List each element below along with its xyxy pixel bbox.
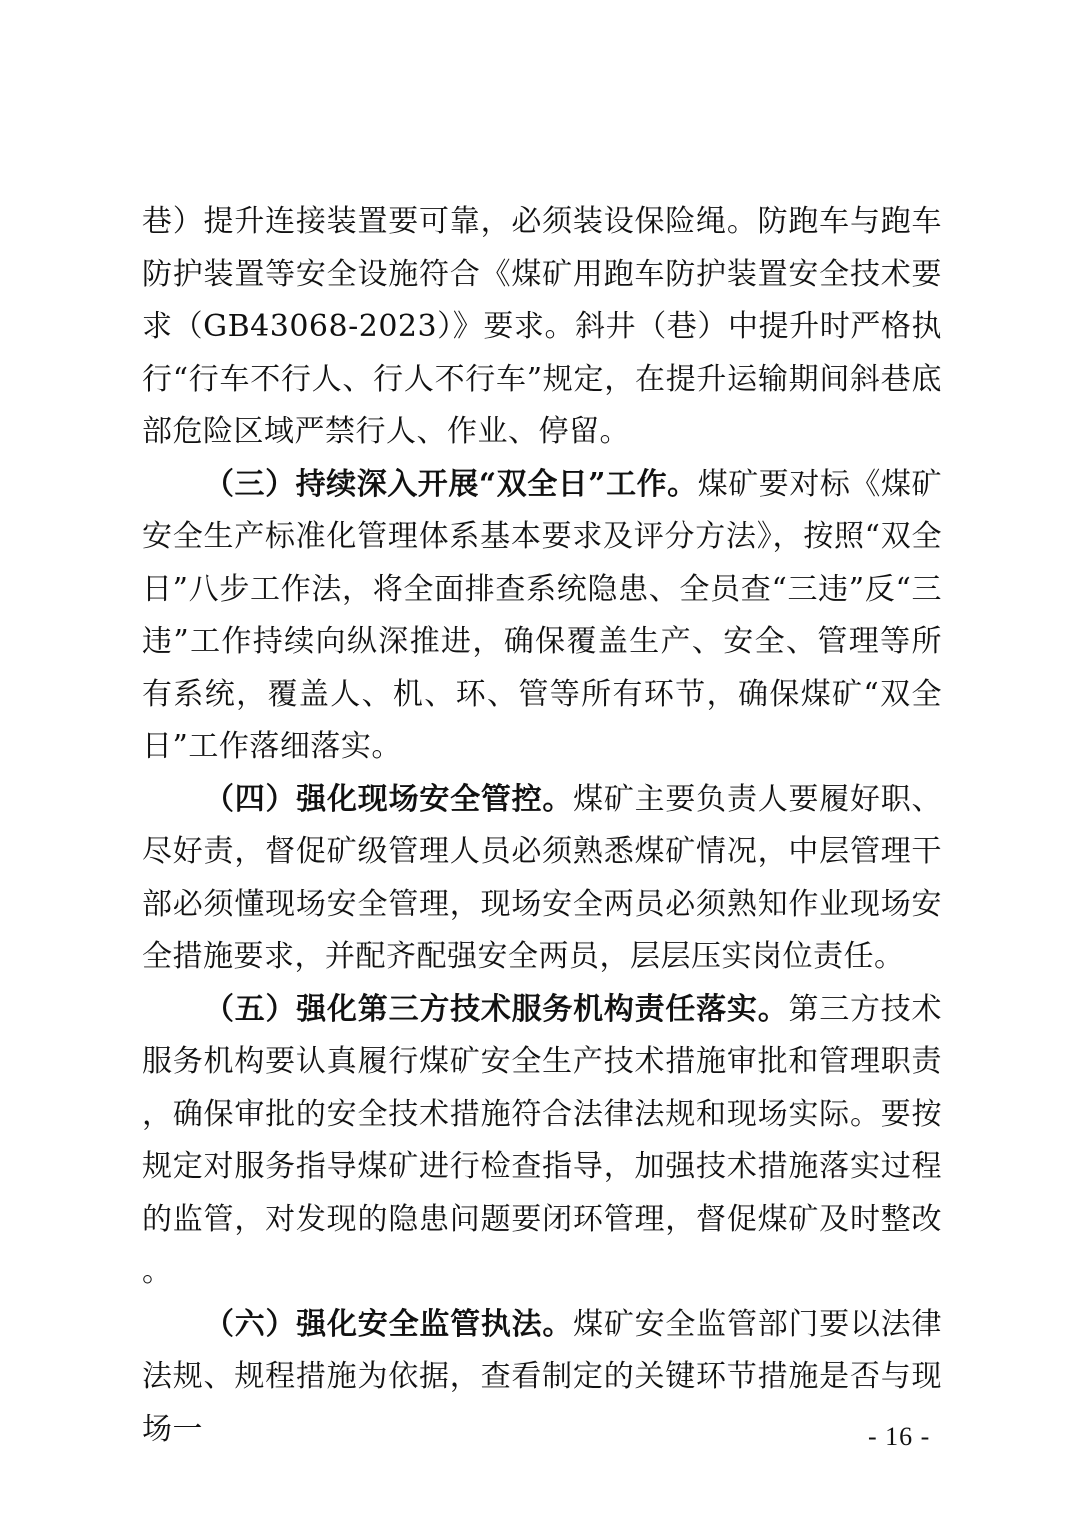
paragraph-section-3 (142, 459, 942, 774)
paragraph-continuation (142, 196, 942, 459)
paragraph-section-6 (142, 1299, 942, 1457)
paragraph-section-5 (142, 984, 942, 1299)
paragraph-section-4 (142, 774, 942, 984)
section-heading: （四）强化现场安全管控。 (204, 781, 574, 817)
paragraph-text: 煤矿主要负责人要履好职、尽好责，督促矿级管理人员必须熟悉煤矿情况，中层管理干部必须懂现场安全管理，现场安全两员必须熟知作业现场安全措施要求，并配齐配强安全两员，层层压实岗位责任。 (142, 781, 943, 974)
section-heading: （六）强化安全监管执法。 (204, 1306, 574, 1342)
section-heading: （三）持续深入开展“双全日”工作。 (204, 466, 698, 502)
paragraph-text: 煤矿要对标《煤矿安全生产标准化管理体系基本要求及评分方法》，按照“双全日”八步工作法，将全面排查系统隐患、全员查“三违”反“三违”工作持续向纵深推进，确保覆盖生产、安全、管理等所有系统，覆盖人、机、环、管等所有环节，确保煤矿“双全日”工作落细落实。 (142, 466, 943, 764)
body-text (142, 196, 942, 1456)
paragraph-text: 巷）提升连接装置要可靠，必须装设保险绳。防跑车与跑车防护装置等安全设施符合《煤矿用跑车防护装置安全技术要求（GB43068-2023）》要求。斜井（巷）中提升时严格执行“行车不行人、行人不行车”规定，在提升运输期间斜巷底部危险区域严禁行人、作业、停留。 (142, 204, 942, 449)
paragraph-text: 煤矿安全监管部门要以法律法规、规程措施为依据，查看制定的关键环节措施是否与现场一 (142, 1306, 943, 1447)
section-heading: （五）强化第三方技术服务机构责任落实。 (204, 991, 789, 1027)
page-number: - 16 - (868, 1422, 931, 1451)
paragraph-text: 第三方技术服务机构要认真履行煤矿安全生产技术措施审批和管理职责，确保审批的安全技术措施符合法律法规和现场实际。要按规定对服务指导煤矿进行检查指导，加强技术措施落实过程的监管，对发现的隐患问题要闭环管理，督促煤矿及时整改。 (142, 991, 943, 1289)
